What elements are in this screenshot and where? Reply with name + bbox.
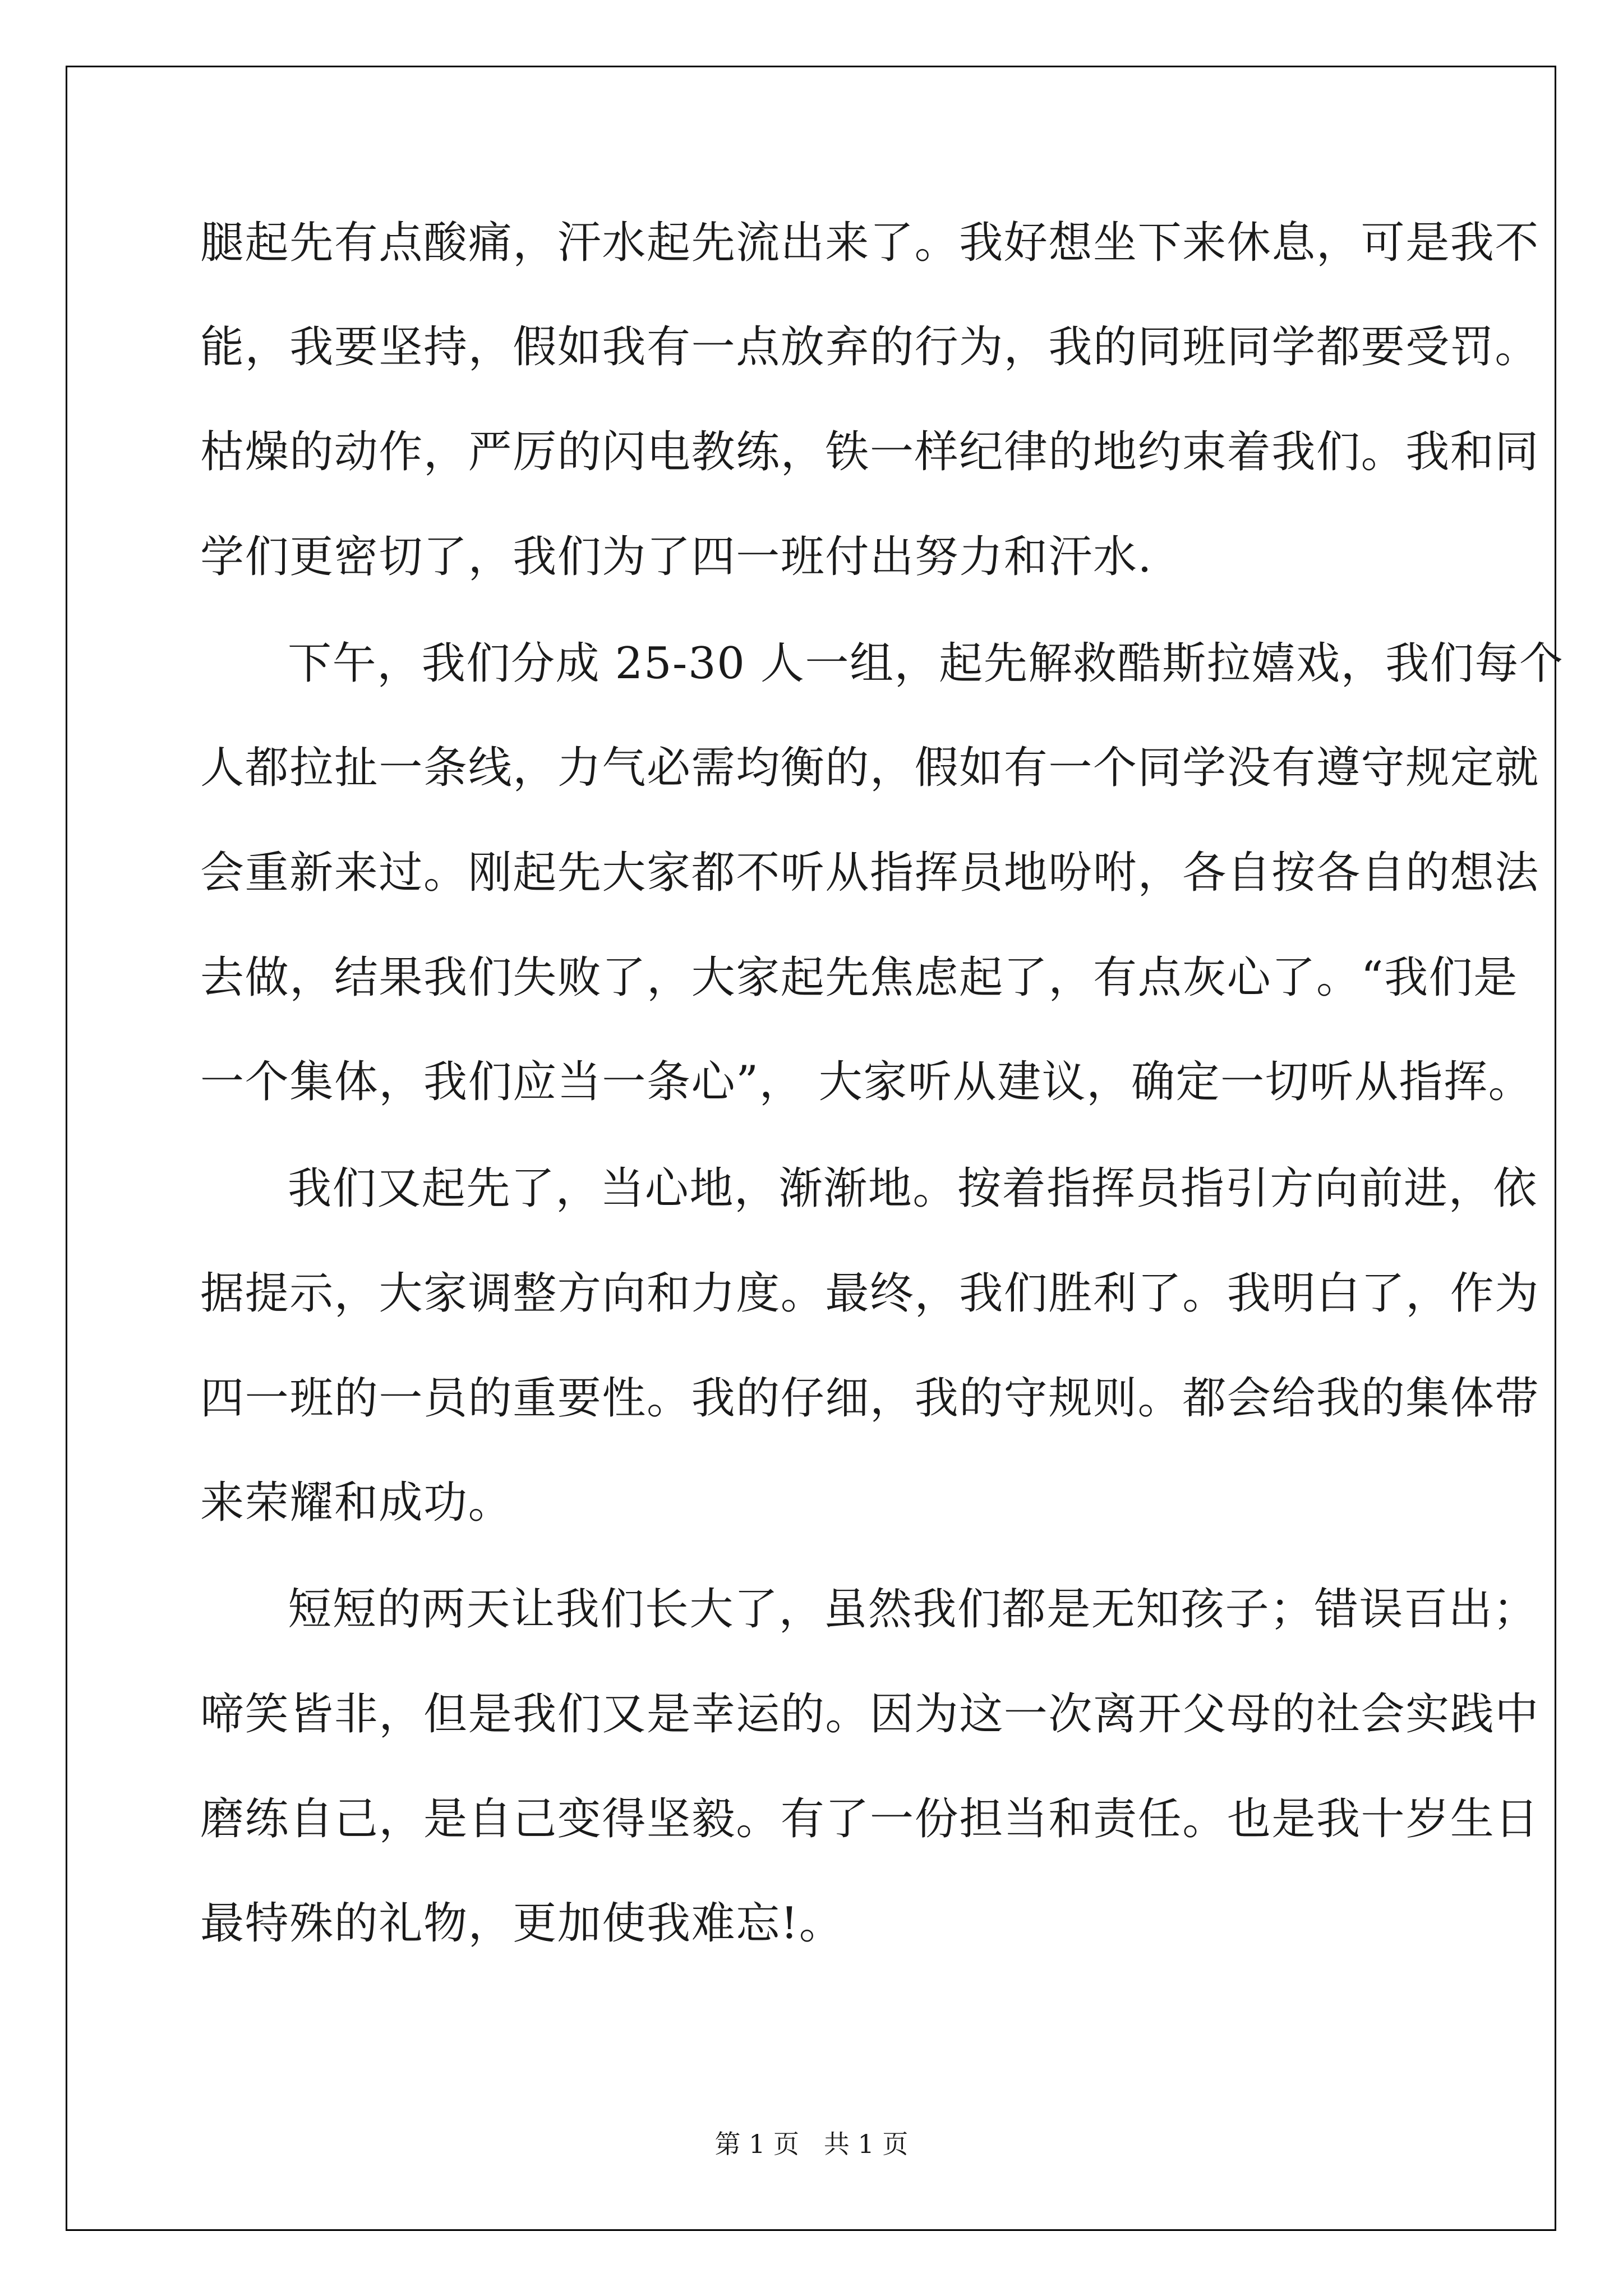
paragraph-first-line: 下午，我们分成 25-30 人一组，起先解救酷斯拉嬉戏，我们每个 <box>288 638 1564 689</box>
text-line: 据提示，大家调整方向和力度。最终，我们胜利了。我明白了，作为 <box>200 1268 1540 1319</box>
text-line: 去做，结果我们失败了，大家起先焦虑起了，有点灰心了。“我们是 <box>200 953 1518 1003</box>
text-line: 来荣耀和成功。 <box>200 1478 513 1528</box>
paragraph-first-line: 短短的两天让我们长大了，虽然我们都是无知孩子；错误百出； <box>288 1584 1538 1635</box>
text-line: 最特殊的礼物，更加使我难忘!。 <box>200 1898 844 1949</box>
text-line: 会重新来过。刚起先大家都不听从指挥员地吩咐，各自按各自的想法 <box>200 848 1540 898</box>
text-line: 磨练自己，是自己变得坚毅。有了一份担当和责任。也是我十岁生日 <box>200 1794 1540 1844</box>
text-line: 人都拉扯一条线，力气必需均衡的，假如有一个同学没有遵守规定就 <box>200 743 1540 793</box>
text-line: 学们更密切了，我们为了四一班付出努力和汗水. <box>200 532 1152 582</box>
text-line: 能，我要坚持，假如我有一点放弃的行为，我的同班同学都要受罚。 <box>200 322 1540 372</box>
text-line: 啼笑皆非，但是我们又是幸运的。因为这一次离开父母的社会实践中 <box>200 1689 1540 1740</box>
text-line: 四一班的一员的重要性。我的仔细，我的守规则。都会给我的集体带 <box>200 1373 1540 1424</box>
paragraph-first-line: 我们又起先了，当心地，渐渐地。按着指挥员指引方向前进，依 <box>288 1163 1538 1214</box>
page-number-footer: 第 1 页 共 1 页 <box>714 2129 909 2159</box>
text-line: 枯燥的动作，严厉的闪电教练，铁一样纪律的地约束着我们。我和同 <box>200 427 1540 477</box>
text-line: 一个集体，我们应当一条心”， 大家听从建议，确定一切听从指挥。 <box>200 1057 1533 1107</box>
text-line: 腿起先有点酸痛，汗水起先流出来了。我好想坐下来休息，可是我不 <box>200 218 1540 268</box>
